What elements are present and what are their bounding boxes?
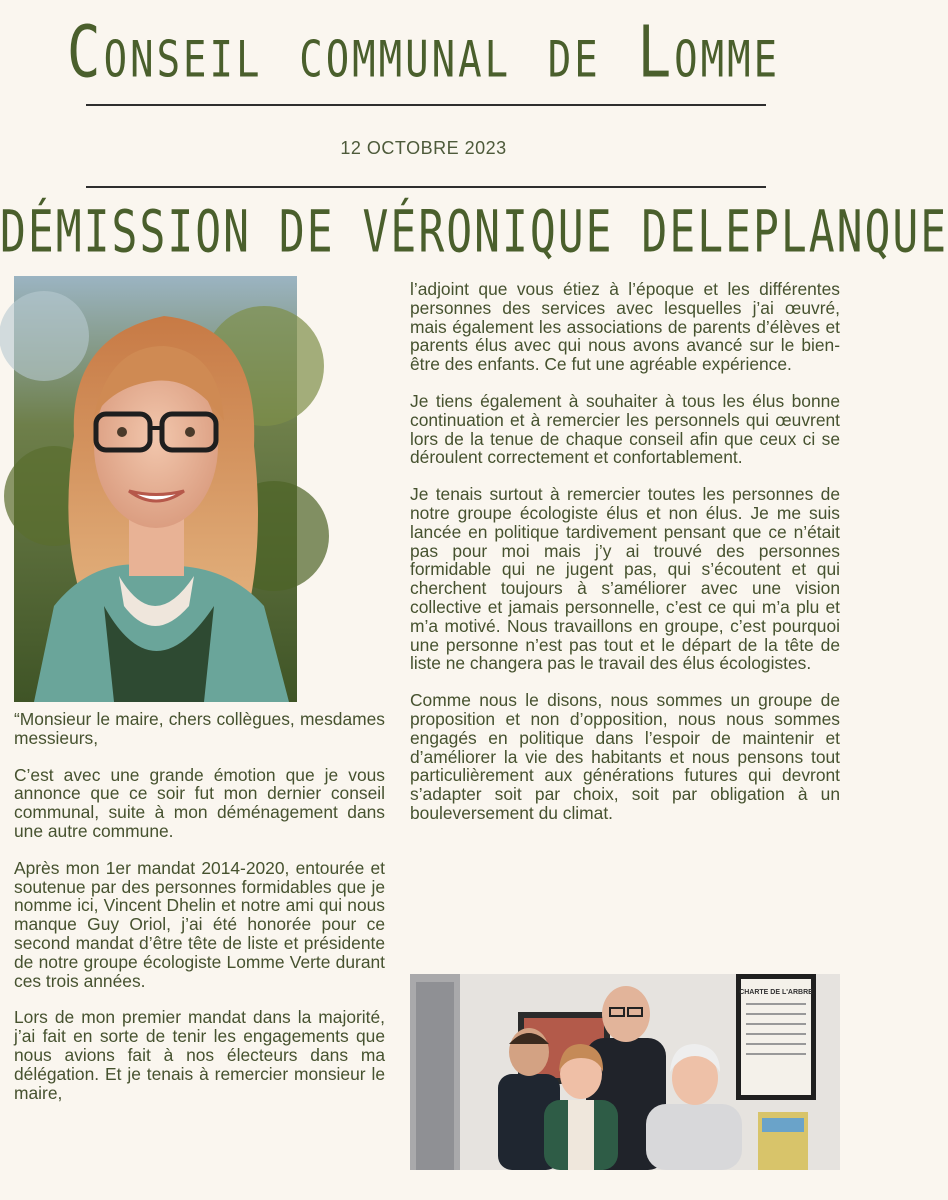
article-headline — [0, 198, 948, 267]
headline-text: DÉMISSION DE VÉRONIQUE DELEPLANQUE — [0, 198, 948, 267]
article-column-right — [410, 280, 840, 841]
portrait-photo — [14, 276, 297, 702]
paragraph: Lors de mon premier mandat dans la majorité, j’ai fait en sorte de tenir les engagements que nous avions fait à nos électeurs dans ma délégation. Et je tenais à remercier monsieur le maire, — [14, 1007, 385, 1103]
paragraph: C’est avec une grande émotion que je vous annonce que ce soir fut mon dernier conseil communal, suite à mon déménagement dans une autre commune. — [14, 764, 385, 841]
masthead-title: Conseil communal de Lomme — [66, 11, 781, 95]
article-column-left — [14, 710, 385, 1120]
paragraph: Après mon 1er mandat 2014-2020, entourée et soutenue par des personnes formidables que je nomme ici, Vincent Dhelin et notre ami qui nous manque Guy Oriol, j’ai été honorée pour ce second mandat d’être tête de liste et présidente de notre groupe écologiste Lomme Verte durant ces trois années. — [14, 857, 385, 991]
poster-heading: CHARTE DE L'ARBRE — [739, 989, 813, 996]
paragraph: Je tiens également à souhaiter à tous les élus bonne continuation et à remercier les personnels qui œuvrent lors de la tenue de chaque conseil afin que ceux ci se déroulent correctement et confortablement. — [410, 390, 840, 468]
masthead-divider — [86, 104, 766, 106]
paragraph: Comme nous le disons, nous sommes un groupe de proposition et non d’opposition, nous nous sommes engagés en politique dans l’espoir de maintenir et d’améliorer la vie des habitants et nous pensons tout particulièrement aux générations futures qui devront s’adapter soit par choix, soit par obligation à un bouleversement du climat. — [410, 690, 840, 823]
headline-divider — [86, 186, 766, 188]
portrait-illustration — [14, 276, 297, 702]
paragraph: “Monsieur le maire, chers collègues, mesdames messieurs, — [14, 709, 385, 748]
paragraph: Je tenais surtout à remercier toutes les personnes de notre groupe écologiste élus et non élus. Je me suis lancée en politique tardivement pensant que ce n’était pas pour moi mais j’y ai trouvé des personnes formidable qui ne jugent pas, qui s’écoutent et qui cherchent toujours à s’améliorer avec une vision collective et jamais personnelle, c’est ce qui m’a plu et m’a motivé. Nous travaillons en groupe, c’est pourquoi une personne n’est pas tout et le départ de la tête de liste ne changera pas le travail des élus écologistes. — [410, 484, 840, 674]
paragraph: l’adjoint que vous étiez à l’époque et les différentes personnes des services avec lesquelles j’ai œuvré, mais également les associations de parents d’élèves et parents élus avec qui nous avons avancé sur le bien-être des enfants. Ce fut une agréable expérience. — [410, 279, 840, 375]
group-photo — [410, 974, 840, 1170]
group-photo-illustration — [410, 974, 840, 1170]
issue-date: 12 OCTOBRE 2023 — [340, 138, 507, 158]
